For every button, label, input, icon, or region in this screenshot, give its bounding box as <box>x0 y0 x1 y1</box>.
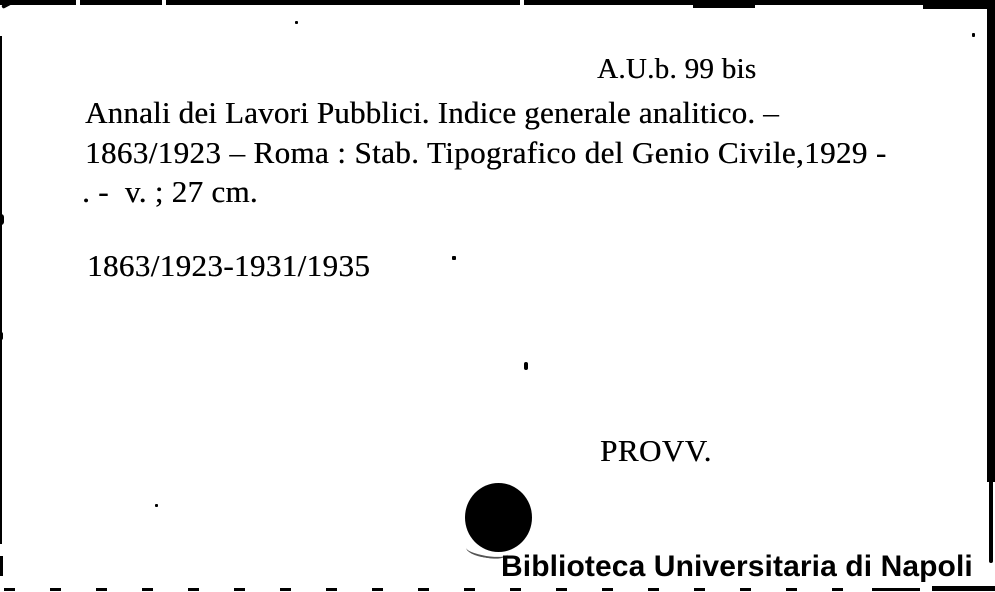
scan-edge-left <box>0 36 2 544</box>
scan-edge-gap <box>76 0 80 5</box>
scan-edge-top-bump <box>693 5 755 8</box>
scan-edge-right-tail <box>989 480 993 563</box>
provisional-status-note: PROVV. <box>600 433 712 468</box>
scan-edge-top-bump <box>923 5 995 9</box>
ink-speck <box>452 256 456 260</box>
scan-edge-left-bump <box>0 332 3 340</box>
ink-speck <box>155 504 158 507</box>
ink-speck <box>972 33 975 37</box>
catalog-entry-title: Annali dei Lavori Pubblici. Indice generale analitico. – <box>85 95 779 130</box>
punch-hole <box>465 483 532 552</box>
library-stamp: Biblioteca Universitaria di Napoli <box>501 550 973 583</box>
scan-edge-gap <box>162 0 166 5</box>
scan-edge-left-bump <box>0 214 4 225</box>
shelfmark: A.U.b. 99 bis <box>597 53 757 85</box>
scan-edge-bottom-segment <box>872 588 920 591</box>
scan-edge-gap <box>520 0 524 5</box>
holdings-range: 1863/1923-1931/1935 <box>87 248 371 283</box>
scan-edge-right <box>987 2 995 482</box>
catalog-entry-collation: . - v. ; 27 cm. <box>82 174 258 209</box>
ink-speck <box>295 21 298 24</box>
scan-edge-bottom-left-mark <box>0 556 3 576</box>
catalog-entry-imprint: 1863/1923 – Roma : Stab. Tipografico del Genio Civile,1929 - <box>85 135 887 170</box>
scan-edge-bottom-dashes <box>4 588 870 591</box>
scan-edge-bottom-segment <box>932 586 995 591</box>
ink-speck <box>524 362 528 370</box>
scan-edge-top <box>0 0 995 5</box>
